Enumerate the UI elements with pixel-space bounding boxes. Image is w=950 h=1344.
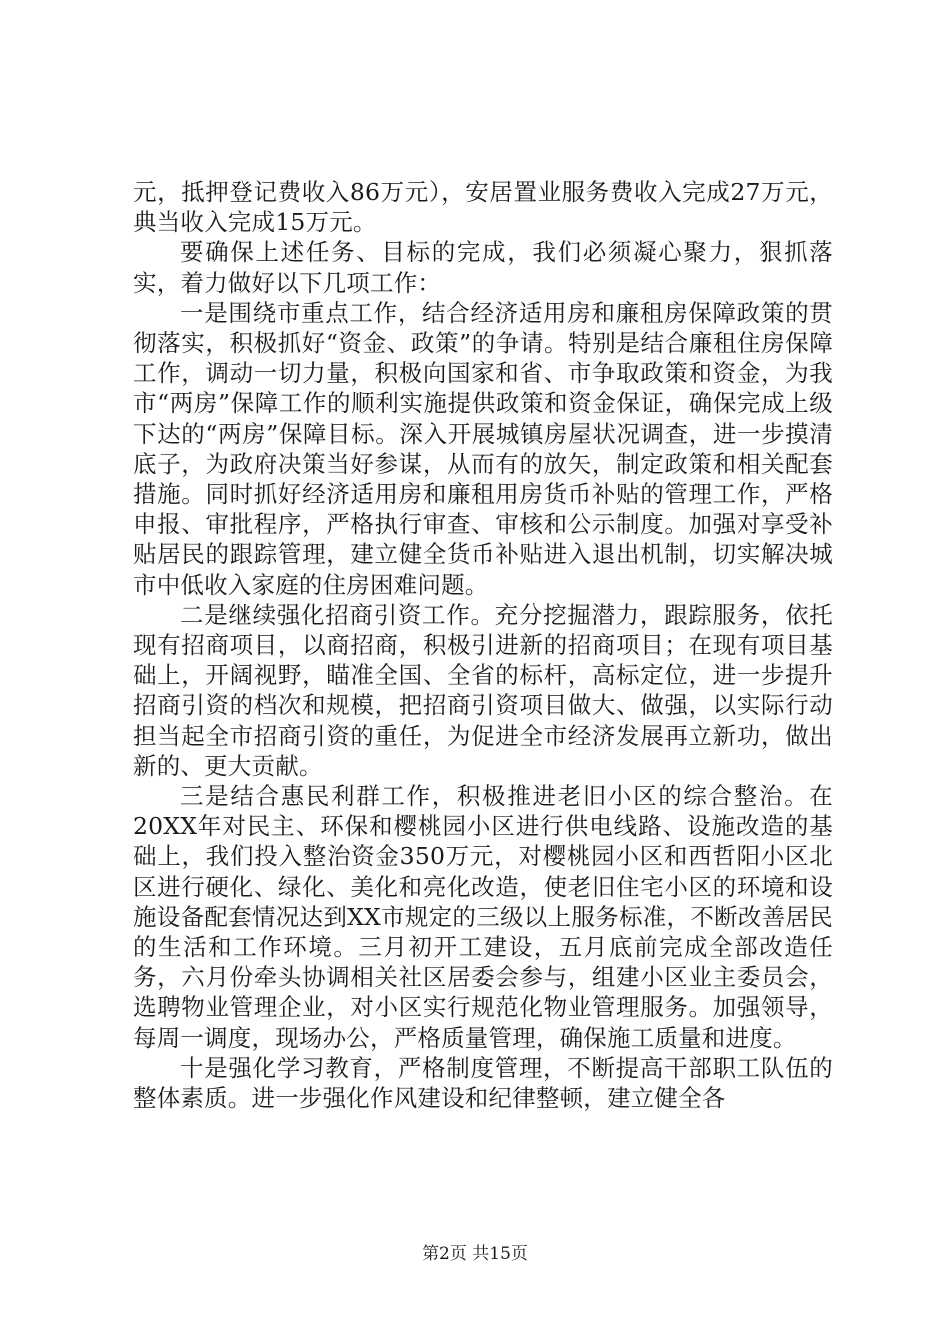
- paragraph-item-ten: 十是强化学习教育，严格制度管理，不断提高干部职工队伍的整体素质。进一步强化作风建设和纪律整顿，建立健全各: [133, 1053, 833, 1113]
- page-number-footer: 第2页 共15页: [422, 1244, 528, 1264]
- document-body: [133, 177, 833, 1113]
- paragraph-intro-tasks: 要确保上述任务、目标的完成，我们必须凝心聚力，狠抓落实，着力做好以下几项工作：: [133, 238, 833, 297]
- paragraph-item-two: 二是继续强化招商引资工作。充分挖掘潜力，跟踪服务，依托现有招商项目，以商招商，积极引进新的招商项目；在现有项目基础上，开阔视野，瞄准全国、全省的标杆，高标定位，进一步提升招商引资的档次和规模，把招商引资项目做大、做强，以实际行动担当起全市招商引资的重任，为促进全市经济发展再立新功，做出新的、更大贡献。: [133, 600, 833, 780]
- paragraph-continued: 元，抵押登记费收入86万元），安居置业服务费收入完成27万元，典当收入完成15万元。: [133, 178, 833, 237]
- paragraph-item-one: 一是围绕市重点工作，结合经济适用房和廉租房保障政策的贯彻落实，积极抓好“资金、政策”的争请。特别是结合廉租住房保障工作，调动一切力量，积极向国家和省、市争取政策和资金，为我市“两房”保障工作的顺利实施提供政策和资金保证，确保完成上级下达的“两房”保障目标。深入开展城镇房屋状况调查，进一步摸清底子，为政府决策当好参谋，从而有的放矢，制定政策和相关配套措施。同时抓好经济适用房和廉租用房货币补贴的管理工作，严格申报、审批程序，严格执行审查、审核和公示制度。加强对享受补贴居民的跟踪管理，建立健全货币补贴进入退出机制，切实解决城市中低收入家庭的住房困难问题。: [133, 298, 833, 599]
- paragraph-item-three: 三是结合惠民利群工作，积极推进老旧小区的综合整治。在20XX年对民主、环保和樱桃园小区进行供电线路、设施改造的基础上，我们投入整治资金350万元，对樱桃园小区和西哲阳小区北区进行硬化、绿化、美化和亮化改造，使老旧住宅小区的环境和设施设备配套情况达到XX市规定的三级以上服务标准，不断改善居民的生活和工作环境。三月初开工建设，五月底前完成全部改造任务，六月份牵头协调相关社区居委会参与，组建小区业主委员会，选聘物业管理企业，对小区实行规范化物业管理服务。加强领导，每周一调度，现场办公，严格质量管理，确保施工质量和进度。: [133, 782, 833, 1052]
